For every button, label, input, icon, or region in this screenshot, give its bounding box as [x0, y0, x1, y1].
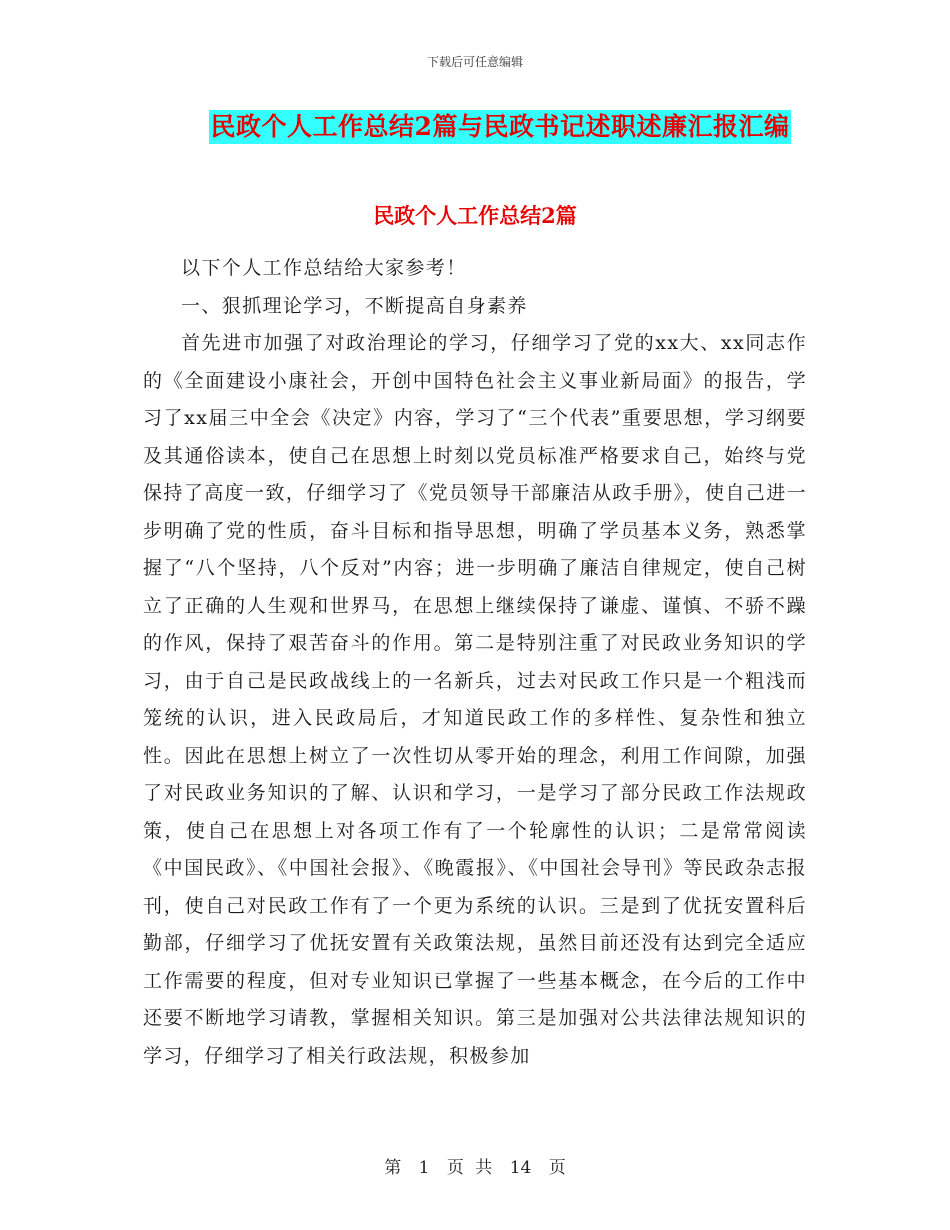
footer-middle: 页 共	[446, 1158, 493, 1178]
footer-total-pages: 14	[509, 1158, 532, 1178]
footer-current-page: 1	[418, 1158, 430, 1178]
paragraph-body: 首先进市加强了对政治理论的学习，仔细学习了党的xx大、xx同志作的《全面建设小康社会，开创中国特色社会主义事业新局面》的报告，学习了xx届三中全会《决定》内容，学习了“三个代表”重要思想，学习纲要及其通俗读本，使自己在思想上时刻以党员标准严格要求自己，始终与党保持了高度一致，仔细学习了《党员领导干部廉洁从政手册》，使自己进一步明确了党的性质，奋斗目标和指导思想，明确了学员基本义务，熟悉掌握了“八个坚持，八个反对”内容；进一步明确了廉洁自律规定，使自己树立了正确的人生观和世界马，在思想上继续保持了谦虚、谨慎、不骄不躁的作风，保持了艰苦奋斗的作用。第二是特别注重了对民政业务知识的学习，由于自己是民政战线上的一名新兵，过去对民政工作只是一个粗浅而笼统的认识，进入民政局后，才知道民政工作的多样性、复杂性和独立性。因此在思想上树立了一次性切从零开始的理念，利用工作间隙，加强了对民政业务知识的了解、认识和学习，一是学习了部分民政工作法规政策，使自己在思想上对各项工作有了一个轮廓性的认识；二是常常阅读《中国民政》、《中国社会报》、《晚霞报》、《中国社会导刊》等民政杂志报刊，使自己对民政工作有了一个更为系统的认识。三是到了优抚安置科后勤部，仔细学习了优抚安置有关政策法规，虽然目前还没有达到完全适应工作需要的程度，但对专业知识已掌握了一些基本概念，在今后的工作中还要不断地学习请教，掌握相关知识。第三是加强对公共法律法规知识的学习，仔细学习了相关行政法规，积极参加	[143, 332, 807, 1067]
document-body	[143, 250, 807, 1075]
footer-prefix: 第	[384, 1158, 402, 1178]
page-header-note: 下载后可任意编辑	[426, 55, 523, 69]
sub-title: 民政个人工作总结2篇	[373, 203, 577, 228]
page-footer	[0, 1153, 950, 1178]
footer-suffix: 页	[548, 1158, 566, 1178]
paragraph-intro: 以下个人工作总结给大家参考！	[181, 257, 467, 279]
main-title-container	[0, 110, 950, 144]
section-heading: 一、狠抓理论学习，不断提高自身素养	[181, 294, 528, 317]
main-title: 民政个人工作总结2篇与民政书记述职述廉汇报汇编	[209, 110, 792, 144]
